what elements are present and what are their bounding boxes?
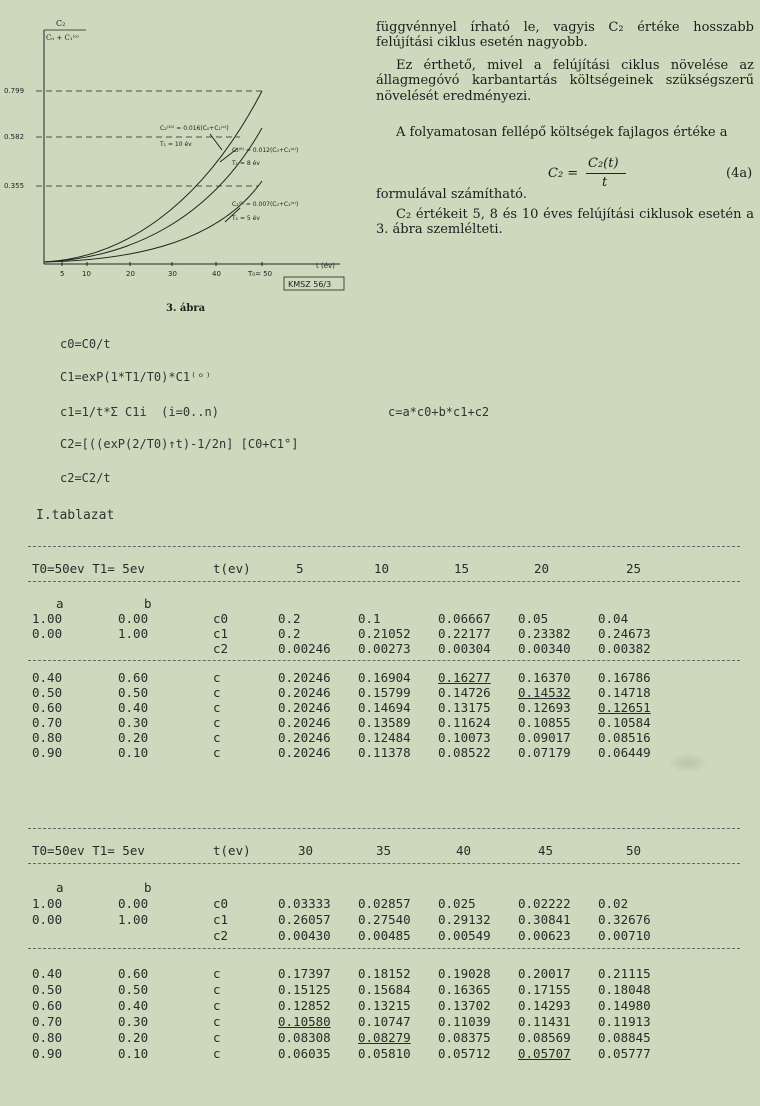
- table-row: [28, 745, 740, 760]
- table-cell: T0=50ev T1= 5ev: [32, 843, 145, 858]
- table-cell: a: [56, 596, 64, 611]
- table-cell: 0.10855: [518, 715, 571, 730]
- table-cell: 0.15684: [358, 982, 411, 997]
- table-cell: c: [213, 998, 221, 1013]
- table-ab-header: [28, 880, 740, 895]
- table-cell: 0.10580: [278, 1014, 331, 1029]
- y-label-bottom: C₀ + C₁⁽ᵒ⁾: [46, 34, 79, 42]
- table-cell: 0.05: [518, 611, 549, 626]
- leader-t10: [210, 134, 222, 150]
- table-cell: 0.04: [598, 611, 629, 626]
- table-row: [28, 998, 740, 1013]
- table-cell: 0.025: [438, 896, 476, 911]
- table-cell: c1: [213, 626, 229, 641]
- table-cell: 0.17155: [518, 982, 571, 997]
- equation-bar: [586, 173, 626, 174]
- table-cell: 0.05707: [518, 1046, 571, 1061]
- table-cell: b: [144, 880, 152, 895]
- equation-numerator: C₂(t): [588, 156, 619, 171]
- table-cell: 0.02: [598, 896, 629, 911]
- equation-denominator: t: [602, 175, 608, 190]
- table-cell: 0.80: [32, 730, 63, 745]
- table-row: [28, 1046, 740, 1061]
- table-cell: a: [56, 880, 64, 895]
- table-cell: 0.13215: [358, 998, 411, 1013]
- table-cell: 0.08845: [598, 1030, 651, 1045]
- table-cell: 0.12484: [358, 730, 411, 745]
- table-cell: 0.23382: [518, 626, 571, 641]
- table-cell: c0: [213, 896, 229, 911]
- table-cell: c1: [213, 912, 229, 927]
- table-ab-header: [28, 596, 740, 611]
- curve-label-t10: C₂⁽¹⁰⁾ = 0.016(C₀+C₁⁽ᵒ⁾): [160, 125, 229, 132]
- formula-c2: c2=C2/t: [60, 471, 111, 485]
- table-cell: 0.00: [118, 896, 149, 911]
- table-cell: 0.11431: [518, 1014, 571, 1029]
- table-row: [28, 730, 740, 745]
- table-row: [28, 626, 740, 641]
- table-cell: 40: [456, 843, 472, 858]
- table-cell: 0.2: [278, 626, 301, 641]
- table-cell: 0.16365: [438, 982, 491, 997]
- table-header: [28, 561, 740, 576]
- table-cell: 0.03333: [278, 896, 331, 911]
- table-cell: 0.60: [32, 700, 63, 715]
- table-cell: 0.40: [118, 998, 149, 1013]
- table-cell: 25: [626, 561, 642, 576]
- table-cell: 0.30841: [518, 912, 571, 927]
- table-cell: 1.00: [32, 611, 63, 626]
- table-cell: c: [213, 982, 221, 997]
- table-cell: 0.14532: [518, 685, 571, 700]
- table-cell: 0.14980: [598, 998, 651, 1013]
- table-cell: 0.70: [32, 715, 63, 730]
- table-cell: 0.90: [32, 745, 63, 760]
- table-cell: 0.70: [32, 1014, 63, 1029]
- table-cell: c: [213, 1046, 221, 1061]
- table-cell: 30: [298, 843, 314, 858]
- table-cell: 0.20246: [278, 670, 331, 685]
- curve-label-t10-t: T₁ = 10 év: [160, 141, 192, 148]
- table-cell: c: [213, 670, 221, 685]
- formula-C1: C1=exP(1*T1/T0)*C1⁽ᵒ⁾: [60, 370, 212, 384]
- paragraph-3: A folyamatosan fellépő költségek fajlagos értéke a: [396, 125, 728, 140]
- table-cell: 0.00623: [518, 928, 571, 943]
- table-cell: 0.10: [118, 1046, 149, 1061]
- table-cell: 0.30: [118, 1014, 149, 1029]
- table-cell: 0.50: [32, 982, 63, 997]
- table-cell: c: [213, 1014, 221, 1029]
- table-cell: 0.14718: [598, 685, 651, 700]
- table-cell: 1.00: [32, 896, 63, 911]
- table-cell: c: [213, 730, 221, 745]
- table-row: [28, 896, 740, 911]
- table-cell: 15: [454, 561, 470, 576]
- table-cell: c: [213, 966, 221, 981]
- table-row: [28, 685, 740, 700]
- table-cell: 0.20: [118, 730, 149, 745]
- table-cell: 0.00485: [358, 928, 411, 943]
- table-cell: 0.10073: [438, 730, 491, 745]
- table-cell: 0.20246: [278, 700, 331, 715]
- table-cell: 0.80: [32, 1030, 63, 1045]
- table-cell: 0.14293: [518, 998, 571, 1013]
- table-row: [28, 700, 740, 715]
- equation-lhs: C₂ =: [548, 166, 579, 181]
- table-cell: 0.12651: [598, 700, 651, 715]
- table-cell: 35: [376, 843, 392, 858]
- formula-c1: c1=1/t*Σ C1i (i=0..n): [60, 405, 219, 419]
- y-tick-label-582: 0.582: [4, 133, 25, 141]
- table-cell: 0.00246: [278, 641, 331, 656]
- curve-label-t5: C₂⁽⁵⁾ = 0.007(C₀+C₁⁽ᵒ⁾): [232, 201, 299, 208]
- stamp-text: KMSZ 56/3: [288, 280, 332, 289]
- table-cell: 0.21115: [598, 966, 651, 981]
- table-cell: 0.16786: [598, 670, 651, 685]
- curve-t8: [44, 128, 262, 262]
- table-row: [28, 611, 740, 626]
- x-tick-label-10: 10: [82, 270, 91, 278]
- table-cell: 0.00: [32, 912, 63, 927]
- figure-3-chart: [0, 0, 370, 300]
- table-cell: 0.60: [32, 998, 63, 1013]
- x-axis-label: t (év): [316, 262, 335, 270]
- table-cell: 0.26057: [278, 912, 331, 927]
- table-cell: 0.16904: [358, 670, 411, 685]
- table-cell: c: [213, 700, 221, 715]
- table-cell: 0.14694: [358, 700, 411, 715]
- table-cell: 0.2: [278, 611, 301, 626]
- table-1: [28, 546, 740, 760]
- x-tick-label-5: 5: [60, 270, 65, 278]
- table-cell: 0.10584: [598, 715, 651, 730]
- table-cell: 0.05777: [598, 1046, 651, 1061]
- table-cell: 0.15125: [278, 982, 331, 997]
- table-cell: 0.02857: [358, 896, 411, 911]
- table-cell: c2: [213, 928, 229, 943]
- table-cell: 0.19028: [438, 966, 491, 981]
- x-tick-label-30: 30: [168, 270, 177, 278]
- table-cell: b: [144, 596, 152, 611]
- table-cell: 0.1: [358, 611, 381, 626]
- table-cell: 0.40: [32, 670, 63, 685]
- table-cell: 0.50: [118, 982, 149, 997]
- curve-t10: [44, 91, 262, 262]
- table-cell: 0.08375: [438, 1030, 491, 1045]
- paragraph-1: függvénnyel írható le, vagyis C₂ értéke hosszabb felújítási ciklus esetén nagyobb.: [376, 20, 754, 51]
- table-cell: 0.00304: [438, 641, 491, 656]
- table-cell: c: [213, 685, 221, 700]
- table-cell: t(ev): [213, 561, 251, 576]
- table-cell: 0.13702: [438, 998, 491, 1013]
- table-cell: 0.07179: [518, 745, 571, 760]
- table-cell: 0.11913: [598, 1014, 651, 1029]
- formula-C2: C2=[((exP(2/T0)↑t)-1/2n] [C0+C1°]: [60, 437, 299, 451]
- table-cell: 50: [626, 843, 642, 858]
- scan-noise: [668, 753, 708, 773]
- table-cell: 0.08279: [358, 1030, 411, 1045]
- table-cell: 0.08516: [598, 730, 651, 745]
- table-cell: 0.11039: [438, 1014, 491, 1029]
- table-cell: 0.11624: [438, 715, 491, 730]
- curve-t5: [44, 181, 262, 262]
- table-cell: 0.12852: [278, 998, 331, 1013]
- paragraph-5: C₂ értékeit 5, 8 és 10 éves felújítási ciklusok esetén a 3. ábra szemlélteti.: [376, 207, 754, 238]
- table-cell: 0.29132: [438, 912, 491, 927]
- x-tick-label-20: 20: [126, 270, 135, 278]
- table-cell: 0.16277: [438, 670, 491, 685]
- curve-label-t8: C₂⁽⁸⁾ = 0.012(C₀+C₁⁽ᵒ⁾): [232, 147, 299, 154]
- table-cell: 0.21052: [358, 626, 411, 641]
- table-cell: 0.50: [118, 685, 149, 700]
- table-cell: c: [213, 715, 221, 730]
- table-cell: 0.10747: [358, 1014, 411, 1029]
- table-cell: 0.09017: [518, 730, 571, 745]
- table-cell: 0.10: [118, 745, 149, 760]
- table-cell: c: [213, 745, 221, 760]
- table-cell: 0.40: [118, 700, 149, 715]
- table-cell: 0.02222: [518, 896, 571, 911]
- table-cell: 0.00382: [598, 641, 651, 656]
- table-cell: 0.14726: [438, 685, 491, 700]
- table-header: [28, 843, 740, 858]
- table-cell: 0.05712: [438, 1046, 491, 1061]
- table-cell: T0=50ev T1= 5ev: [32, 561, 145, 576]
- table-cell: 0.24673: [598, 626, 651, 641]
- table-2: [28, 828, 740, 1068]
- table-cell: 45: [538, 843, 554, 858]
- table-cell: 0.17397: [278, 966, 331, 981]
- table-row: [28, 966, 740, 981]
- table-cell: 0.08569: [518, 1030, 571, 1045]
- x-tick-label-40: 40: [212, 270, 221, 278]
- table-cell: 0.27540: [358, 912, 411, 927]
- table-cell: 0.20017: [518, 966, 571, 981]
- table-cell: 0.00: [32, 626, 63, 641]
- table-cell: 20: [534, 561, 550, 576]
- table-cell: 0.60: [118, 966, 149, 981]
- table-cell: 0.20246: [278, 715, 331, 730]
- table-cell: 5: [296, 561, 304, 576]
- table-row: [28, 715, 740, 730]
- table-cell: 0.00549: [438, 928, 491, 943]
- table-title: I.tablazat: [36, 508, 115, 523]
- table-row: [28, 982, 740, 997]
- table-cell: 0.12693: [518, 700, 571, 715]
- table-cell: c0: [213, 611, 229, 626]
- table-cell: 0.06449: [598, 745, 651, 760]
- table-cell: 10: [374, 561, 390, 576]
- y-tick-label-799: 0.799: [4, 87, 25, 95]
- table-cell: 0.32676: [598, 912, 651, 927]
- table-cell: 0.11378: [358, 745, 411, 760]
- table-cell: c2: [213, 641, 229, 656]
- table-cell: 0.20: [118, 1030, 149, 1045]
- curve-label-t5-t: T₁ = 5 év: [232, 215, 260, 222]
- table-row: [28, 928, 740, 943]
- curve-label-t8-t: T₁ = 8 év: [232, 160, 260, 167]
- table-cell: 0.20246: [278, 685, 331, 700]
- table-cell: 0.15799: [358, 685, 411, 700]
- y-label-top: C₂: [56, 19, 66, 28]
- paragraph-4: formulával számítható.: [376, 187, 527, 202]
- table-cell: 0.06667: [438, 611, 491, 626]
- table-cell: 0.00430: [278, 928, 331, 943]
- table-cell: t(ev): [213, 843, 251, 858]
- formula-c: c=a*c0+b*c1+c2: [388, 405, 490, 419]
- x-tick-label-50: T₀= 50: [248, 270, 273, 278]
- figure-caption: 3. ábra: [166, 303, 206, 314]
- table-cell: 0.05810: [358, 1046, 411, 1061]
- table-cell: 0.08308: [278, 1030, 331, 1045]
- table-cell: 0.13589: [358, 715, 411, 730]
- table-cell: c: [213, 1030, 221, 1045]
- table-cell: 0.13175: [438, 700, 491, 715]
- table-cell: 1.00: [118, 912, 149, 927]
- table-cell: 0.00273: [358, 641, 411, 656]
- formula-c0: c0=C0/t: [60, 337, 111, 351]
- table-cell: 0.30: [118, 715, 149, 730]
- table-cell: 0.20246: [278, 745, 331, 760]
- table-row: [28, 641, 740, 656]
- table-cell: 0.90: [32, 1046, 63, 1061]
- table-cell: 0.16370: [518, 670, 571, 685]
- table-row: [28, 1030, 740, 1045]
- table-cell: 1.00: [118, 626, 149, 641]
- equation-number: (4a): [726, 166, 753, 181]
- table-cell: 0.00710: [598, 928, 651, 943]
- table-cell: 0.18152: [358, 966, 411, 981]
- table-cell: 0.18048: [598, 982, 651, 997]
- table-cell: 0.60: [118, 670, 149, 685]
- table-cell: 0.22177: [438, 626, 491, 641]
- table-cell: 0.00340: [518, 641, 571, 656]
- table-row: [28, 912, 740, 927]
- y-tick-label-355: 0.355: [4, 182, 25, 190]
- table-row: [28, 1014, 740, 1029]
- table-cell: 0.20246: [278, 730, 331, 745]
- table-row: [28, 670, 740, 685]
- paragraph-2: Ez érthető, mivel a felújítási ciklus növelése az állagmegóvó karbantartás költségeinek szükségszerű növelését eredményezi.: [376, 58, 754, 104]
- table-cell: 0.50: [32, 685, 63, 700]
- table-cell: 0.06035: [278, 1046, 331, 1061]
- table-cell: 0.40: [32, 966, 63, 981]
- table-cell: 0.00: [118, 611, 149, 626]
- table-cell: 0.08522: [438, 745, 491, 760]
